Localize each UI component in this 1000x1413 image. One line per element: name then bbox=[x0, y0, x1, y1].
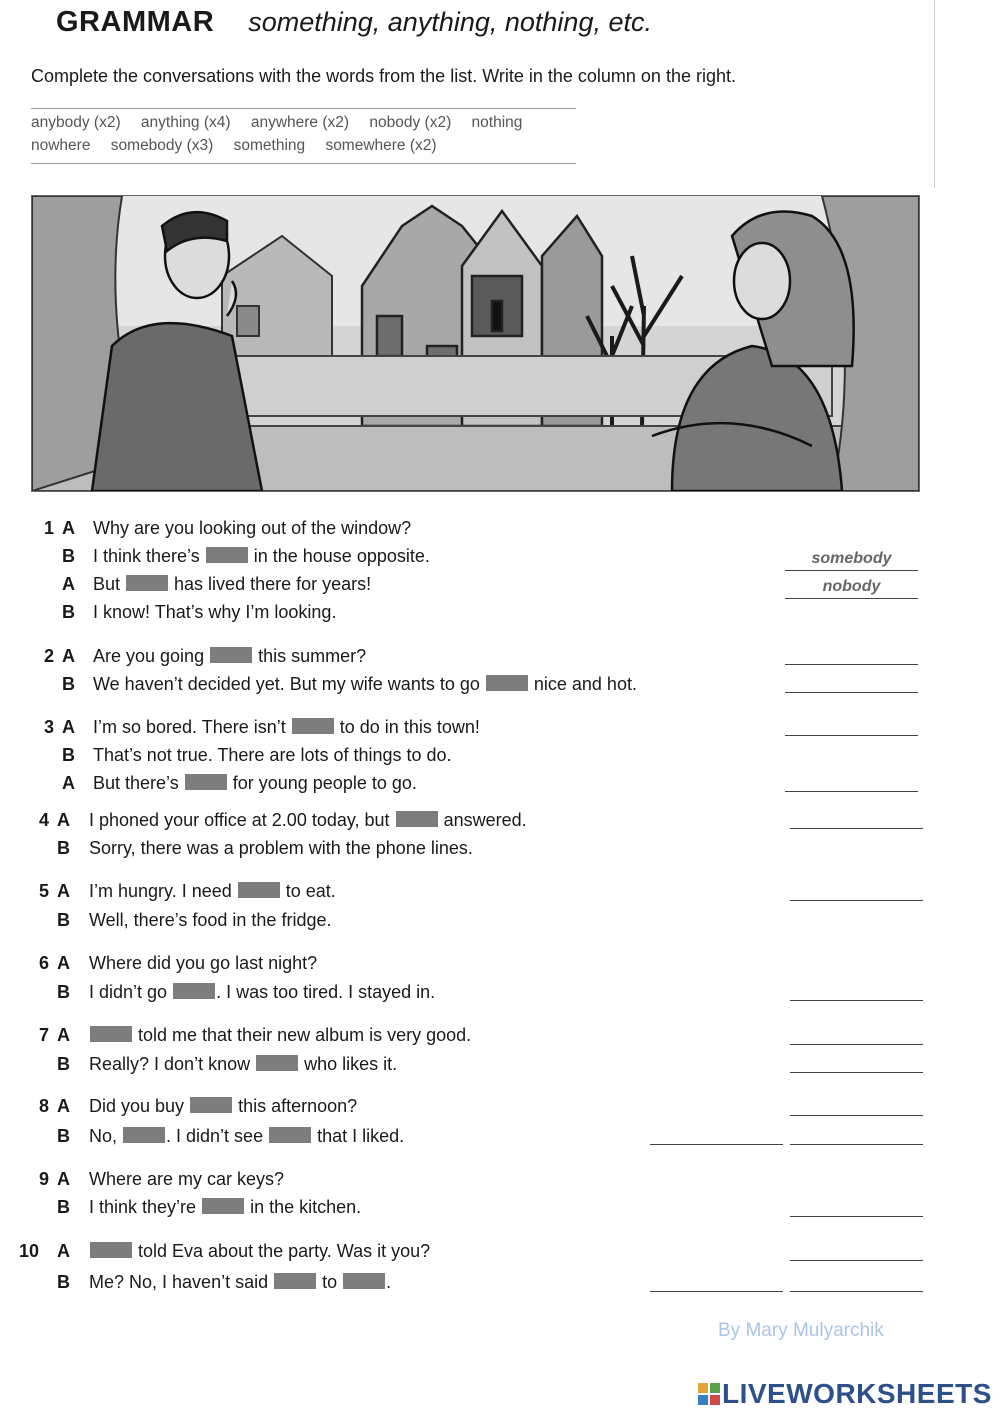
question-number: 1 bbox=[43, 518, 54, 538]
dialogue-line bbox=[89, 1126, 404, 1147]
dialogue-text: to do in this town! bbox=[334, 717, 480, 737]
speaker-label: B bbox=[57, 910, 70, 930]
logo-mark-icon bbox=[698, 1383, 720, 1405]
speaker-label: A bbox=[62, 518, 75, 538]
dialogue-line bbox=[89, 1241, 430, 1262]
dialogue-text: answered. bbox=[438, 810, 527, 830]
dialogue-text: But there’s bbox=[93, 773, 184, 793]
answer-field[interactable] bbox=[790, 1271, 923, 1292]
dialogue-text: for young people to go. bbox=[227, 773, 417, 793]
dialogue-line bbox=[89, 1054, 397, 1075]
blank-gap bbox=[292, 718, 334, 734]
dialogue-text: I’m so bored. There isn’t bbox=[93, 717, 291, 737]
dialogue-text: I didn’t go bbox=[89, 982, 173, 1002]
blank-gap bbox=[269, 1127, 311, 1143]
dialogue-text: who likes it. bbox=[299, 1054, 398, 1074]
blank-gap bbox=[256, 1055, 298, 1071]
margin-rule bbox=[934, 0, 935, 188]
dialogue-text: nice and hot. bbox=[528, 674, 637, 694]
blank-gap bbox=[486, 675, 528, 691]
dialogue-text: But bbox=[93, 574, 126, 594]
logo-text: LIVEWORKSHEETS bbox=[722, 1378, 992, 1409]
dialogue-line bbox=[93, 602, 336, 623]
dialogue-line bbox=[93, 518, 411, 539]
liveworksheets-logo bbox=[698, 1378, 992, 1410]
answer-field[interactable]: nobody bbox=[785, 578, 918, 599]
speaker-label: A bbox=[57, 1241, 70, 1261]
title-sub: something, anything, nothing, etc. bbox=[248, 7, 652, 37]
word: anybody (x2) bbox=[31, 114, 121, 131]
answer-field[interactable] bbox=[785, 771, 918, 792]
question-number: 7 bbox=[38, 1025, 49, 1045]
speaker-label: A bbox=[62, 646, 75, 666]
blank-gap bbox=[90, 1242, 132, 1258]
answer-field[interactable] bbox=[650, 1271, 783, 1292]
answer-field[interactable]: somebody bbox=[785, 550, 918, 571]
speaker-label: A bbox=[57, 953, 70, 973]
dialogue-text: in the house opposite. bbox=[248, 546, 430, 566]
dialogue-text: No, bbox=[89, 1126, 123, 1146]
dialogue-text: this afternoon? bbox=[233, 1096, 358, 1116]
title-main: GRAMMAR bbox=[56, 6, 215, 38]
word-list-row-1 bbox=[31, 114, 538, 132]
dialogue-line bbox=[89, 953, 317, 974]
dialogue-line bbox=[93, 674, 637, 695]
answer-field[interactable] bbox=[790, 1095, 923, 1116]
dialogue-text: I’m hungry. I need bbox=[89, 881, 237, 901]
question-number: 9 bbox=[38, 1169, 49, 1189]
speaker-label: A bbox=[57, 1096, 70, 1116]
word: nowhere bbox=[31, 137, 91, 154]
dialogue-text: Really? I don’t know bbox=[89, 1054, 256, 1074]
dialogue-text: Why are you looking out of the window? bbox=[93, 518, 412, 538]
answer-field[interactable] bbox=[785, 715, 918, 736]
speaker-label: A bbox=[62, 773, 75, 793]
answer-field[interactable] bbox=[785, 644, 918, 665]
dialogue-text: . I didn’t see bbox=[166, 1126, 269, 1146]
dialogue-text: told me that their new album is very good. bbox=[133, 1025, 472, 1045]
dialogue-text: That’s not true. There are lots of things to do. bbox=[93, 745, 452, 765]
word: anything (x4) bbox=[140, 114, 231, 131]
answer-field[interactable] bbox=[790, 1052, 923, 1073]
speaker-label: B bbox=[62, 546, 75, 566]
answer-field[interactable] bbox=[785, 672, 918, 693]
answer-field[interactable] bbox=[790, 1024, 923, 1045]
dialogue-line bbox=[93, 574, 371, 595]
credit-text: By Mary Mulyarchik bbox=[718, 1320, 884, 1341]
word: anywhere (x2) bbox=[250, 114, 350, 131]
speaker-label: A bbox=[57, 810, 70, 830]
dialogue-line bbox=[89, 1169, 284, 1190]
speaker-label: B bbox=[57, 1126, 70, 1146]
answer-field[interactable] bbox=[790, 808, 923, 829]
word: somewhere (x2) bbox=[325, 137, 437, 154]
dialogue-line bbox=[93, 773, 417, 794]
speaker-label: B bbox=[57, 1272, 70, 1292]
dialogue-text: this summer? bbox=[253, 646, 367, 666]
dialogue-line bbox=[89, 1025, 471, 1046]
word-list-row-2 bbox=[31, 137, 453, 155]
blank-gap bbox=[185, 774, 227, 790]
speaker-label: B bbox=[57, 1197, 70, 1217]
blank-gap bbox=[396, 811, 438, 827]
word: nothing bbox=[471, 114, 523, 131]
dialogue-line bbox=[89, 838, 473, 859]
dialogue-text: that I liked. bbox=[312, 1126, 405, 1146]
dialogue-text: Sorry, there was a problem with the phone lines. bbox=[89, 838, 473, 858]
illustration-window-scene bbox=[31, 195, 920, 492]
speaker-label: B bbox=[62, 745, 75, 765]
dialogue-line bbox=[89, 881, 336, 902]
dialogue-text: Are you going bbox=[93, 646, 210, 666]
dialogue-line bbox=[89, 1272, 391, 1293]
speaker-label: B bbox=[57, 838, 70, 858]
dialogue-text: has lived there for years! bbox=[169, 574, 372, 594]
blank-gap bbox=[190, 1097, 232, 1113]
speaker-label: A bbox=[57, 881, 70, 901]
answer-field[interactable] bbox=[790, 1196, 923, 1217]
answer-field[interactable] bbox=[790, 1240, 923, 1261]
dialogue-line bbox=[89, 982, 435, 1003]
dialogue-text: I phoned your office at 2.00 today, but bbox=[89, 810, 395, 830]
answer-field[interactable] bbox=[790, 1124, 923, 1145]
blank-gap bbox=[206, 547, 248, 563]
dialogue-line bbox=[93, 546, 430, 567]
dialogue-text: I think they’re bbox=[89, 1197, 202, 1217]
blank-gap bbox=[90, 1026, 132, 1042]
question-number: 3 bbox=[43, 717, 54, 737]
blank-gap bbox=[123, 1127, 165, 1143]
blank-gap bbox=[202, 1198, 244, 1214]
question-number: 6 bbox=[38, 953, 49, 973]
instruction: Complete the conversations with the words from the list. Write in the column on the right. bbox=[31, 66, 736, 86]
word: somebody (x3) bbox=[110, 137, 214, 154]
dialogue-line bbox=[93, 717, 480, 738]
dialogue-line bbox=[93, 646, 366, 667]
blank-gap bbox=[343, 1273, 385, 1289]
dialogue-text: Well, there’s food in the fridge. bbox=[89, 910, 332, 930]
question-number: 2 bbox=[43, 646, 54, 666]
blank-gap bbox=[238, 882, 280, 898]
word: nobody (x2) bbox=[369, 114, 452, 131]
question-number: 4 bbox=[38, 810, 49, 830]
dialogue-text: Where are my car keys? bbox=[89, 1169, 285, 1189]
answer-field[interactable] bbox=[650, 1124, 783, 1145]
dialogue-text: . bbox=[386, 1272, 392, 1292]
page-title bbox=[56, 6, 652, 39]
dialogue-text: . I was too tired. I stayed in. bbox=[216, 982, 436, 1002]
dialogue-line bbox=[89, 1197, 361, 1218]
question-number: 5 bbox=[38, 881, 49, 901]
dialogue-line bbox=[93, 745, 452, 766]
dialogue-line bbox=[89, 1096, 357, 1117]
question-number: 8 bbox=[38, 1096, 49, 1116]
dialogue-line bbox=[89, 810, 527, 831]
speaker-label: B bbox=[62, 674, 75, 694]
dialogue-text: We haven’t decided yet. But my wife wants to go bbox=[93, 674, 485, 694]
dialogue-text: to eat. bbox=[280, 881, 336, 901]
dialogue-line bbox=[89, 910, 331, 931]
speaker-label: B bbox=[57, 1054, 70, 1074]
speaker-label: A bbox=[62, 717, 75, 737]
dialogue-text: I know! That’s why I’m looking. bbox=[93, 602, 337, 622]
dialogue-text: Where did you go last night? bbox=[89, 953, 318, 973]
speaker-label: A bbox=[62, 574, 75, 594]
blank-gap bbox=[173, 983, 215, 999]
blank-gap bbox=[126, 575, 168, 591]
word-list bbox=[31, 108, 576, 164]
dialogue-text: Me? No, I haven’t said bbox=[89, 1272, 274, 1292]
dialogue-text: told Eva about the party. Was it you? bbox=[133, 1241, 431, 1261]
blank-gap bbox=[274, 1273, 316, 1289]
speaker-label: A bbox=[57, 1025, 70, 1045]
dialogue-text: to bbox=[317, 1272, 343, 1292]
dialogue-text: I think there’s bbox=[93, 546, 205, 566]
speaker-label: B bbox=[57, 982, 70, 1002]
speaker-label: B bbox=[62, 602, 75, 622]
word: something bbox=[233, 137, 306, 154]
dialogue-text: in the kitchen. bbox=[245, 1197, 362, 1217]
speaker-label: A bbox=[57, 1169, 70, 1189]
answer-field[interactable] bbox=[790, 980, 923, 1001]
answer-field[interactable] bbox=[790, 880, 923, 901]
blank-gap bbox=[210, 647, 252, 663]
dialogue-text: Did you buy bbox=[89, 1096, 190, 1116]
question-number: 10 bbox=[18, 1241, 39, 1261]
